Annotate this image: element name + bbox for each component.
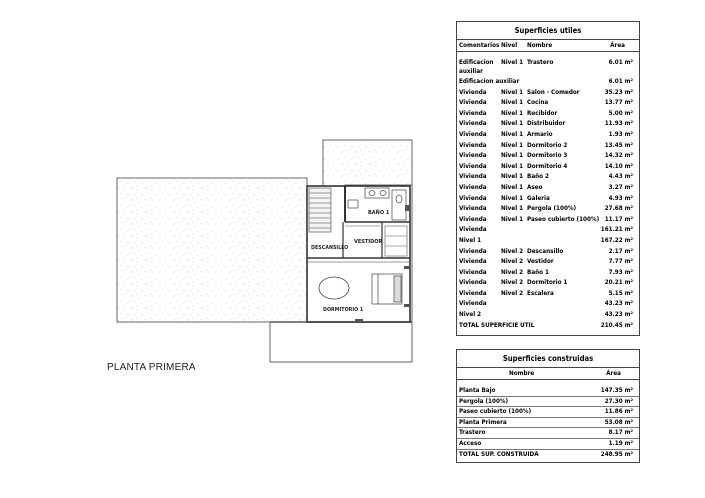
cell-nombre: Aseo [527,183,543,191]
cell-area: 11.93 m² [604,120,633,128]
table-row [457,439,639,450]
total-label: TOTAL SUP. CONSTRUIDA [459,450,539,458]
subtotal-area: 161.21 m² [600,226,633,234]
subtotal-area: 43.23 m² [604,300,633,308]
construidas-header-row [457,368,639,380]
cell-comentario: Vivienda [459,120,487,128]
cell-area: 8.17 m² [608,429,633,437]
total-area: 210.45 m² [600,321,633,329]
cell-comentario: Vivienda [459,268,487,276]
superficies-utiles-table [456,21,640,336]
cell-comentario: Vivienda [459,289,487,297]
cell-nivel: Nivel 1 [501,120,524,128]
construidas-title: Superficies construidas [457,350,639,368]
subtotal-label: Nivel 1 [459,236,482,244]
subtotal-row [457,310,639,321]
table-row [457,278,639,289]
cell-area: 2.17 m² [608,247,633,255]
subtotal-area: 167.22 m² [600,236,633,244]
cell-nombre: Planta Bajo [459,387,496,394]
oval-table [319,277,349,299]
table-row [457,428,639,439]
cell-nivel: Nivel 1 [501,99,524,107]
cell-nombre: Galeria [527,194,550,202]
cell-nombre: Dormitorio 3 [527,152,568,160]
cell-area: 20.21 m² [604,279,633,287]
cell-nombre: Planta Primera [459,418,507,426]
room-label-bano1: BAÑO 1 [368,210,390,216]
cell-comentario: Vivienda [459,173,487,181]
table-row [457,204,639,215]
subtotal-label: Vivienda [459,226,487,234]
bed [372,274,402,304]
table-row [457,268,639,279]
cell-area: 13.77 m² [604,99,633,107]
table-row [457,162,639,173]
cell-comentario: Vivienda [459,279,487,287]
cell-comentario: Vivienda [459,152,487,160]
subtotal-area: 43.23 m² [604,311,633,319]
table-row [457,183,639,194]
cell-area: 7.77 m² [608,258,633,266]
cell-area: 6.01 m² [608,59,633,66]
cell-comentario: Vivienda [459,141,487,149]
cell-comentario: Vivienda [459,99,487,107]
cell-nombre: Cocina [527,99,549,107]
cell-nivel: Nivel 1 [501,205,524,213]
cell-area: 4.93 m² [608,194,633,202]
cell-comentario: Vivienda [459,109,487,117]
cell-nivel: Nivel 2 [501,279,524,287]
cell-comentario: Vivienda [459,130,487,138]
subtotal-label: Edificacion auxiliar [459,78,520,85]
cell-nivel: Nivel 2 [501,268,524,276]
cell-area: 13.45 m² [604,141,633,149]
header-nivel: Nivel [501,42,518,49]
cell-area: 1.19 m² [608,439,633,447]
cell-nombre: Trastero [527,59,554,66]
table-row [457,257,639,268]
cell-comentario: Vivienda [459,205,487,213]
table-row [457,172,639,183]
room-label-descansillo: DESCANSILLO [311,246,349,251]
cell-nivel: Nivel 1 [501,173,524,181]
header-nombre: Nombre [509,370,535,377]
cell-nombre: Descansillo [527,247,564,255]
cell-nivel: Nivel 1 [501,130,524,138]
cell-nombre: Dormitorio 1 [527,279,568,287]
cell-nivel: Nivel 1 [501,162,524,170]
cell-nombre: Trastero [459,429,486,437]
subtotal-area: 6.01 m² [608,78,633,85]
cell-nombre: Distribuidor [527,120,566,128]
room-label-dormitorio1: DORMITORIO 1 [323,308,364,313]
room-label-vestidor: VESTIDOR [354,239,383,245]
cell-comentario: Vivienda [459,247,487,255]
cell-nivel: Nivel 1 [501,59,524,66]
table-row [457,88,639,99]
cell-nombre: Paseo cubierto (100%) [459,408,532,416]
cell-nivel: Nivel 1 [501,183,524,191]
cell-nivel: Nivel 1 [501,152,524,160]
header-area: Área [606,370,621,377]
subtotal-row [457,225,639,236]
table-row [457,289,639,300]
cell-nombre: Armario [527,130,553,138]
utiles-header-row [457,40,639,52]
cell-comentario: Vivienda [459,215,487,223]
subtotal-row [457,77,639,88]
cell-comentario: Vivienda [459,162,487,170]
table-row [457,58,639,77]
cell-comentario: Vivienda [459,183,487,191]
cell-comentario: Vivienda [459,88,487,96]
cell-nombre: Vestidor [527,258,554,266]
header-comentarios: Comentarios [459,42,500,49]
header-area: Área [610,42,625,49]
table-row [457,141,639,152]
staircase [309,188,331,232]
cell-area: 11.17 m² [604,215,633,223]
cell-comentario: Vivienda [459,258,487,266]
cell-nivel: Nivel 1 [501,215,524,223]
utiles-title: Superficies utiles [457,22,639,40]
cell-nombre: Dormitorio 2 [527,141,568,149]
cell-nivel: Nivel 2 [501,289,524,297]
cell-nombre: Dormitorio 4 [527,162,568,170]
total-row [457,321,639,332]
cell-nivel: Nivel 1 [501,141,524,149]
cell-area: 53.08 m² [604,418,633,426]
table-row [457,194,639,205]
cell-nivel: Nivel 2 [501,258,524,266]
cell-nombre: Baño 1 [527,268,549,276]
cell-nombre: Pergola (100%) [527,205,577,213]
cell-area: 7.93 m² [608,268,633,276]
total-label: TOTAL SUPERFICIE UTIL [459,321,535,329]
cell-nombre: Escalera [527,289,554,297]
table-row [457,418,639,429]
cell-area: 3.27 m² [608,183,633,191]
cell-area: 4.43 m² [608,173,633,181]
cell-area: 27.68 m² [604,205,633,213]
table-row [457,397,639,408]
cell-nivel: Nivel 2 [501,247,524,255]
subtotal-row [457,299,639,310]
total-area: 248.95 m² [600,450,633,458]
cell-area: 27.30 m² [604,397,633,405]
table-row [457,98,639,109]
cell-area: 147.35 m² [600,387,633,394]
table-row [457,407,639,418]
cell-nombre: Acceso [459,439,482,447]
cell-area: 5.00 m² [608,109,633,117]
table-row [457,215,639,226]
subtotal-label: Nivel 2 [459,311,482,319]
cell-area: 35.23 m² [604,88,633,96]
table-row [457,109,639,120]
cell-area: 11.86 m² [604,408,633,416]
table-row [457,386,639,397]
subtotal-row [457,236,639,247]
cell-comentario: Vivienda [459,194,487,202]
superficies-construidas-table [456,349,640,463]
total-row [457,450,639,461]
cell-area: 1.93 m² [608,130,633,138]
table-row [457,119,639,130]
cell-nombre: Pergola (100%) [459,397,509,405]
cell-nivel: Nivel 1 [501,109,524,117]
cell-nombre: Salon - Comedor [527,88,580,96]
cell-nivel: Nivel 1 [501,88,524,96]
cell-comentario: Edificacion auxiliar [459,59,494,75]
cell-area: 5.15 m² [608,289,633,297]
cell-area: 14.32 m² [604,152,633,160]
cell-nombre: Recibidor [527,109,558,117]
table-row [457,247,639,258]
plan-caption: PLANTA PRIMERA [107,362,196,373]
balcony-strip [270,322,412,362]
cell-nombre: Paseo cubierto (100%) [527,215,600,223]
subtotal-label: Vivienda [459,300,487,308]
header-nombre: Nombre [527,42,553,49]
table-row [457,130,639,141]
table-row [457,151,639,162]
cell-area: 14.10 m² [604,162,633,170]
cell-nivel: Nivel 1 [501,194,524,202]
cell-nombre: Baño 2 [527,173,549,181]
